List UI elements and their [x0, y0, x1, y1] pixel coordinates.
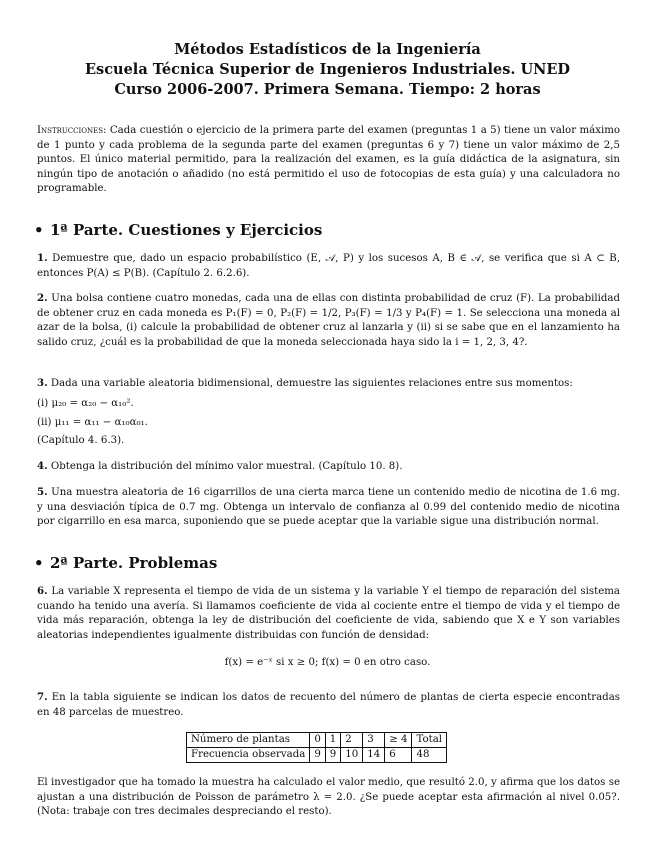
question-text: En la tabla siguiente se indican los datos de recuento del número de plantas de cierta especie encontradas en 48 parcelas de muestreo. — [37, 692, 620, 718]
bullet-icon: • — [34, 221, 44, 239]
question-text: Demuestre que, dado un espacio probabilístico (E, 𝒜, P) y los sucesos A, B ∈ 𝒜, se verifica que si A ⊂ B, entonces P(A) ≤ P(B). (Capítulo 2. 6.2.6). — [37, 253, 621, 279]
question-1 — [37, 251, 620, 281]
table-cell: 0 — [310, 733, 325, 748]
table-cell: 9 — [310, 748, 325, 763]
question-6 — [37, 584, 620, 643]
question-text: Dada una variable aleatoria bidimensional, demuestre las siguientes relaciones entre sus momentos: — [50, 378, 573, 389]
table-row — [187, 733, 447, 748]
question-3-item-i: (i) μ₂₀ = α₂₀ − α₁₀². — [37, 398, 134, 409]
session-info: Curso 2006-2007. Primera Semana. Tiempo: 2 horas — [114, 81, 541, 98]
table-cell: 3 — [363, 733, 385, 748]
question-5 — [37, 485, 620, 530]
table-cell: Total — [412, 733, 447, 748]
course-title: Métodos Estadísticos de la Ingeniería — [174, 41, 481, 58]
part1-heading — [34, 220, 323, 240]
question-3-item-ii: (ii) μ₁₁ = α₁₁ − α₁₀α₀₁. — [37, 417, 148, 428]
question-number: 3. — [37, 377, 48, 389]
question-7-followup: El investigador que ha tomado la muestra ha calculado el valor medio, que resultó 2.0, y afirma que los datos se ajustan a una distribución de Poisson de parámetro λ = 2.0. ¿Se puede aceptar esta afirmación al nivel 0.05?. (Nota: trabaje con tres decimales despreciando el resto). — [37, 777, 620, 818]
part2-heading — [34, 553, 218, 573]
table-cell: 9 — [325, 748, 340, 763]
table-cell: 10 — [341, 748, 363, 763]
table-cell: Número de plantas — [187, 733, 310, 748]
question-3 — [37, 376, 620, 392]
question-number: 1. — [37, 252, 48, 264]
part1-title: 1ª Parte. Cuestiones y Ejercicios — [50, 221, 323, 239]
question-2 — [37, 291, 620, 350]
question-text: Una bolsa contiene cuatro monedas, cada una de ellas con distinta probabilidad de cruz (F). La probabilidad de obtener cruz en cada moneda es P₁(F) = 0, P₂(F) = 1/2, P₃(F) = 1/3 y P₄(F) = 1. Se selecciona una moneda al azar de la bolsa, (i) calcule la probabilidad de obtener cruz al lanzarla y (ii) si se sabe que en el lanzamiento ha salido cruz, ¿cuál es la probabilidad de que la moneda seleccionada haya sido la i = 1, 2, 3, 4?. — [37, 293, 620, 348]
density-formula: f(x) = e⁻ˣ si x ≥ 0; f(x) = 0 en otro caso. — [224, 657, 431, 668]
table-cell: 48 — [412, 748, 447, 763]
question-7 — [37, 690, 620, 720]
instructions-label: Instrucciones: — [37, 125, 107, 136]
table-cell: 2 — [341, 733, 363, 748]
question-number: 6. — [37, 585, 48, 597]
bullet-icon: • — [34, 554, 44, 572]
instructions — [37, 124, 620, 197]
table-cell: ≥ 4 — [385, 733, 412, 748]
question-text: La variable X representa el tiempo de vida de un sistema y la variable Y el tiempo de reparación del sistema cuando ha tenido una avería. Si llamamos coeficiente de vida al cociente entre el tiempo de vida y el tiempo de vida más reparación, obtenga la ley de distribución del coeficiente de vida, sabiendo que X e Y son variables aleatorias independientes igualmente distribuidas con función de densidad: — [37, 586, 620, 641]
school-name: Escuela Técnica Superior de Ingenieros Industriales. UNED — [85, 61, 570, 78]
question-text: Obtenga la distribución del mínimo valor muestral. (Capítulo 10. 8). — [50, 461, 403, 472]
table-cell: 1 — [325, 733, 340, 748]
question-3-reference: (Capítulo 4. 6.3). — [37, 435, 125, 446]
question-number: 5. — [37, 486, 48, 498]
instructions-text: Cada cuestión o ejercicio de la primera parte del examen (preguntas 1 a 5) tiene un valor máximo de 1 punto y cada problema de la segunda parte del examen (preguntas 6 y 7) tiene un valor máximo de 2,5 puntos. El único material permitido, para la realización del examen, es la guía didáctica de la asignatura, sin ningún tipo de anotación o añadido (no está permitido el uso de fotocopias de esta guía) y una calculadora no programable. — [37, 125, 620, 195]
table-cell: 6 — [385, 748, 412, 763]
question-number: 2. — [37, 292, 48, 304]
question-number: 4. — [37, 460, 48, 472]
frequency-table — [186, 732, 447, 763]
question-4 — [37, 459, 620, 475]
table-cell: Frecuencia observada — [187, 748, 310, 763]
question-text: Una muestra aleatoria de 16 cigarrillos de una cierta marca tiene un contenido medio de nicotina de 1.6 mg. y una desviación típica de 0.7 mg. Obtenga un intervalo de confianza al 0.99 del contenido medio de nicotina por cigarrillo en esa marca, suponiendo que se puede aceptar que la variable sigue una distribución normal. — [37, 487, 620, 528]
part2-title: 2ª Parte. Problemas — [50, 554, 218, 572]
question-number: 7. — [37, 691, 48, 703]
table-cell: 14 — [363, 748, 385, 763]
table-row — [187, 748, 447, 763]
exam-header — [0, 40, 655, 100]
